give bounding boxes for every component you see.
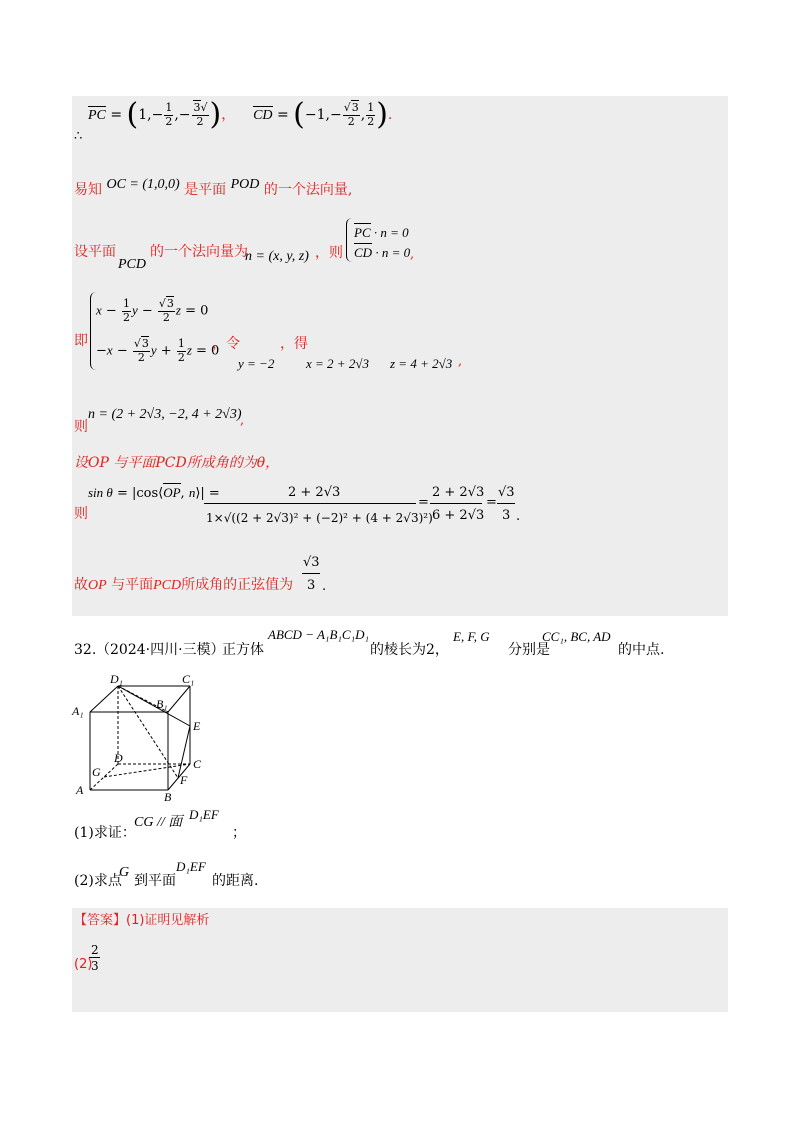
pc-dot-n-eq: PC · n = 0 xyxy=(354,225,409,240)
answer-tag: 【答案】 xyxy=(74,913,127,928)
efg-points: E, F, G xyxy=(453,629,490,644)
midpoint-segments: CC₁, BC, AD xyxy=(542,629,611,644)
edge-a1-d1 xyxy=(90,686,118,712)
hidden-line-g-c xyxy=(104,764,190,777)
ji-text: 即 xyxy=(74,333,88,349)
pc-vector-line: PC = (1,− $\frac{1}{2}$ ,− $\frac{3√}{2}$ )， CD = (−1,− $\frac{√3}{2}$ , $\frac{1}{2}$ ). xyxy=(88,97,393,132)
sin-mid-den: 6 + 2√3 xyxy=(432,508,485,523)
system-eq-1: x − $\frac{1}{2}$ y − $\frac{√3}{2}$ z = 0 xyxy=(96,297,209,324)
pcd-normal-line: 设平面 xyxy=(74,244,116,260)
sin-mid-bar xyxy=(430,503,482,504)
answer-part1: (1)证明见解析 xyxy=(126,913,210,928)
de-text: ，得 xyxy=(280,336,308,352)
answer-num: 2 xyxy=(91,943,99,957)
problem-source: （2024·四川·三模） xyxy=(96,642,225,658)
edge-b1-c1 xyxy=(168,686,190,712)
sin-final-den: 3 xyxy=(502,508,511,523)
label-c: C xyxy=(193,757,202,771)
z-value: z = 4 + 2√3 xyxy=(390,356,453,371)
comma-1: , xyxy=(410,247,415,262)
q2-mid: 到平面 xyxy=(134,873,176,889)
system-eq-2: −x − $\frac{√3}{2}$ y + $\frac{1}{2}$ z = 0 xyxy=(96,337,220,364)
comma-2: , xyxy=(458,354,463,369)
sin-period: . xyxy=(516,509,521,524)
label-b1: B₁ xyxy=(156,697,168,711)
conclusion-line: 故OP 与平面PCD所成角的正弦值为 xyxy=(74,577,294,593)
answer-part2-prefix: (2) xyxy=(74,957,93,972)
sin-eq-2: = xyxy=(486,495,497,510)
conclusion-bar xyxy=(302,573,320,574)
label-d1: D₁ xyxy=(110,672,123,686)
q1-suffix: ； xyxy=(232,825,246,841)
ling-text: ，令 xyxy=(212,336,240,352)
sin-final-num: √3 xyxy=(498,485,515,500)
answer-den: 3 xyxy=(91,959,99,973)
conclusion-period: . xyxy=(322,579,327,594)
q2-plane: D₁EF xyxy=(176,859,206,874)
label-e: E xyxy=(193,719,201,733)
problem-text-2: 的棱长为2， xyxy=(370,642,449,658)
cube-figure xyxy=(70,668,220,803)
x-value: x = 2 + 2√3 xyxy=(306,356,369,371)
cd-dot-n-eq: CD · n = 0 xyxy=(354,245,411,260)
normal-is-text: 的一个法向量为 xyxy=(150,244,248,260)
sin-denominator: 1×√((2 + 2√3)² + (−2)² + (4 + 2√3)²) xyxy=(206,511,433,525)
sin-mid-num: 2 + 2√3 xyxy=(432,485,485,500)
label-a: A xyxy=(76,783,84,797)
n-definition: n = (x, y, z) xyxy=(245,249,309,264)
q2-point: G xyxy=(119,865,130,880)
comma-3: , xyxy=(240,413,245,428)
system-brace-1 xyxy=(346,218,352,262)
label-f: F xyxy=(180,773,188,787)
ze2-text: 则 xyxy=(74,419,88,435)
pcd-label: PCD xyxy=(118,257,146,272)
q2-prefix: (2)求点 xyxy=(74,873,122,889)
sin-fraction-bar xyxy=(204,503,416,504)
label-c1: C₁ xyxy=(182,672,195,686)
cube-name: ABCD − A₁B₁C₁D₁ xyxy=(268,627,369,642)
y-value: y = −2 xyxy=(238,356,275,371)
conclusion-num: √3 xyxy=(303,555,320,570)
answer-bar xyxy=(89,957,100,958)
line-e-f xyxy=(178,726,190,778)
q1-plane: D₁EF xyxy=(189,807,219,822)
q2-suffix: 的距离. xyxy=(212,873,259,889)
problem-text-4: 的中点. xyxy=(618,642,665,658)
angle-line: 设OP 与平面PCD所成角的为θ， xyxy=(74,455,280,471)
sin-final-bar xyxy=(497,503,515,504)
q1-math: CG // 面 xyxy=(134,815,183,830)
q1-prefix: (1)求证： xyxy=(74,825,136,841)
ze3-text: 则 xyxy=(74,506,88,522)
sin-numerator: 2 + 2√3 xyxy=(288,485,341,500)
problem-text-3: 分别是 xyxy=(508,642,550,658)
answer-heading xyxy=(74,914,209,927)
sin-simplified: = xyxy=(418,495,429,510)
label-b: B xyxy=(164,790,172,803)
n-result: n = (2 + 2√3, −2, 4 + 2√3) xyxy=(88,407,242,422)
conclusion-den: 3 xyxy=(307,578,316,593)
problem-text-1: 正方体 xyxy=(222,642,264,658)
label-a1: A₁ xyxy=(72,704,84,718)
label-g: G xyxy=(92,765,101,779)
label-d: D xyxy=(114,751,123,765)
then-text: ，则 xyxy=(315,245,343,261)
therefore-symbol: ∴ xyxy=(74,129,83,144)
oc-normal-line: 易知 OC = (1,0,0) 是平面 POD 的一个法向量, xyxy=(74,177,353,198)
sin-theta-formula: sin θ = |cos⟨OP, n⟩| = xyxy=(88,485,220,501)
problem-number: 32. xyxy=(74,642,97,658)
